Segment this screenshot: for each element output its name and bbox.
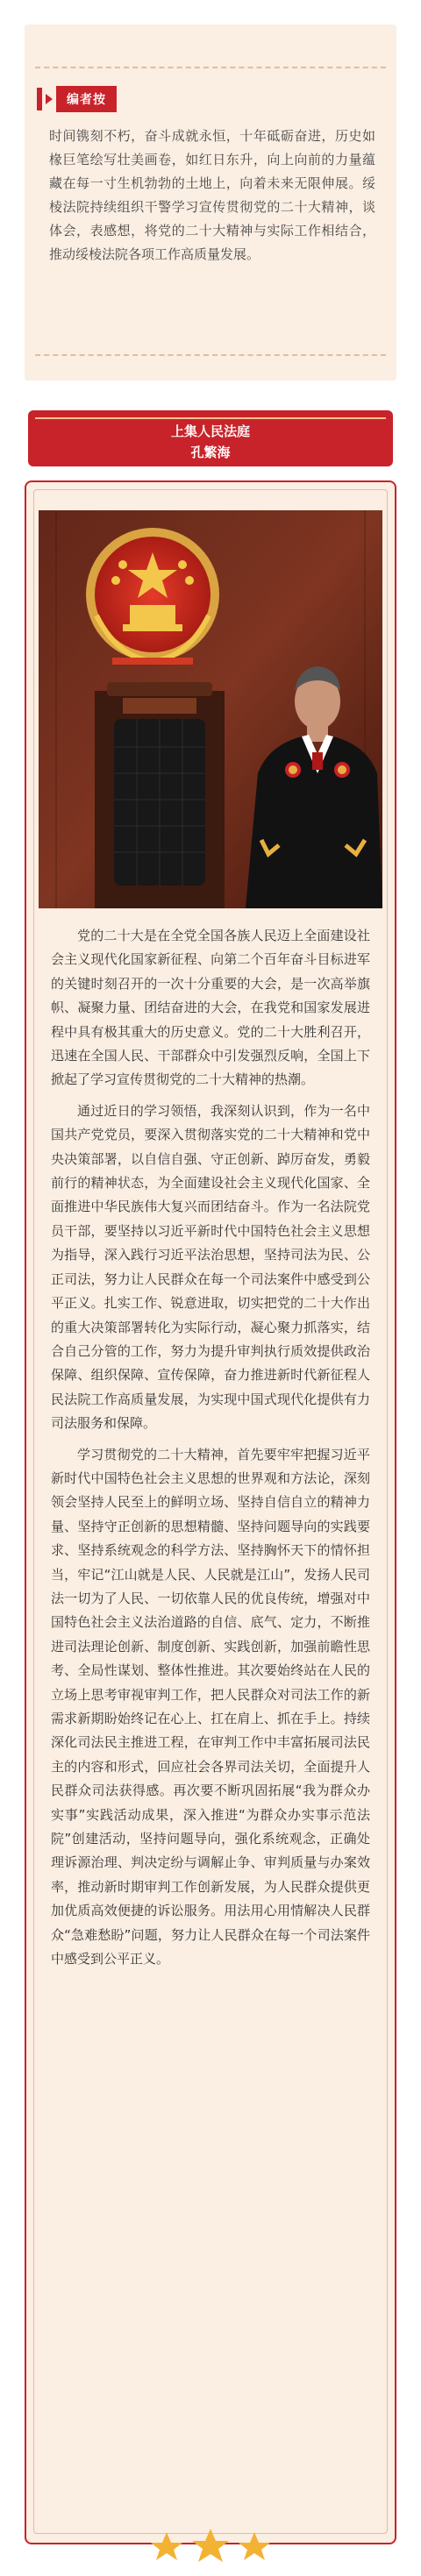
article-paragraph: 党的二十大是在全党全国各族人民迈上全面建设社会主义现代化国家新征程、向第二个百年奋斗目标进军的关键时刻召开的一次十分重要的大会，是一次高举旗帜、凝聚力量、团结奋进的大会，在我党和国家发展进程中具有极其重大的历史意义。党的二十大胜利召开，迅速在全国人民、干部群众中引发强烈反响，全国上下掀起了学习宣传贯彻党的二十大精神的热潮。 [51, 928, 370, 1088]
star-icon [151, 2532, 182, 2560]
article-paragraph: 学习贯彻党的二十大精神，首先要牢牢把握习近平新时代中国特色社会主义思想的世界观和方法论，深刻领会坚持人民至上的鲜明立场、坚持自信自立的精神力量、坚持守正创新的思想精髓、坚持问题导向的实践要求、坚持系统观念的科学方法、坚持胸怀天下的情怀担当，牢记“江山就是人民、人民就是江山”，发扬人民司法一切为了人民、一切依靠人民的优良传统，增强对中国特色社会主义法治道路的自信、底气、定力，不断推进司法理论创新、制度创新、实践创新，加强前瞻性思考、全局性谋划、整体性推进。其次要始终站在人民的立场上思考审视审判工作，把人民群众对司法工作的新需求新期盼始终记在心上、扛在肩上、抓在手上。持续深化司法民主推进工程，在审判工作中丰富拓展司法民主的内容和形式，回应社会各界司法关切，全面提升人民群众司法获得感。再次要不断巩固拓展“我为群众办实事”实践活动成果，深入推进“为群众办实事示范法院”创建活动，坚持问题导向，强化系统观念，正确处理诉源治理、判决定纷与调解止争、审判质量与办案效率，推动新时期审判工作创新发展，为人民群众提供更加优质高效便捷的诉讼服务。用法用心用情解决人民群众“急难愁盼”问题，努力让人民群众在每一个司法案件中感受到公平正义。 [51, 1446, 370, 1968]
banner-gold-line [35, 417, 386, 419]
top-dashed-divider [35, 67, 386, 68]
editor-note-tag [37, 86, 117, 112]
star-icon [192, 2529, 229, 2562]
judge-chair-icon [95, 682, 225, 908]
star-icon [239, 2532, 270, 2560]
author-organization: 上集人民法庭 [170, 423, 250, 439]
editor-note-label: 编者按 [56, 86, 117, 112]
judge-photo [39, 510, 382, 908]
bottom-dashed-divider [35, 354, 386, 356]
editor-note-text: 时间镌刻不朽，奋斗成就永恒，十年砥砺奋进，历史如椽巨笔绘写壮美画卷，如红日东升，向上向前的力量蕴藏在每一寸生机勃勃的土地上，向着未来无限伸展。绥棱法院持续组织干警学习宣传贯彻党的二十大精神，谈体会，表感想，将党的二十大精神与实际工作相结合，推动绥棱法院各项工作高质量发展。 [49, 128, 375, 262]
article-body [51, 924, 370, 1978]
decorative-stars [140, 2525, 281, 2564]
tag-bar-icon [37, 88, 42, 110]
author-name: 孔繁海 [190, 445, 231, 460]
tag-arrow-icon [46, 94, 53, 104]
article-paragraph: 通过近日的学习领悟，我深刻认识到，作为一名中国共产党党员，要深入贯彻落实党的二十大精神和党中央决策部署，以自信自强、守正创新、踔厉奋发，勇毅前行的精神状态，为全面建设社会主义现代化国家、全面推进中华民族伟大复兴而团结奋斗。作为一名法院党员干部，要坚持以习近平新时代中国特色社会主义思想为指导，深入践行习近平法治思想，坚持司法为民、公正司法，努力让人民群众在每一个司法案件中感受到公平正义。扎实工作、锐意进取，切实把党的二十大作出的重大决策部署转化为实际行动，凝心聚力抓落实，结合自己分管的工作，努力为提升审判执行质效提供政治保障、组织保障、宣传保障，奋力推进新时代新征程人民法院工作高质量发展，为实现中国式现代化提供有力司法服务和保障。 [51, 1102, 370, 1432]
